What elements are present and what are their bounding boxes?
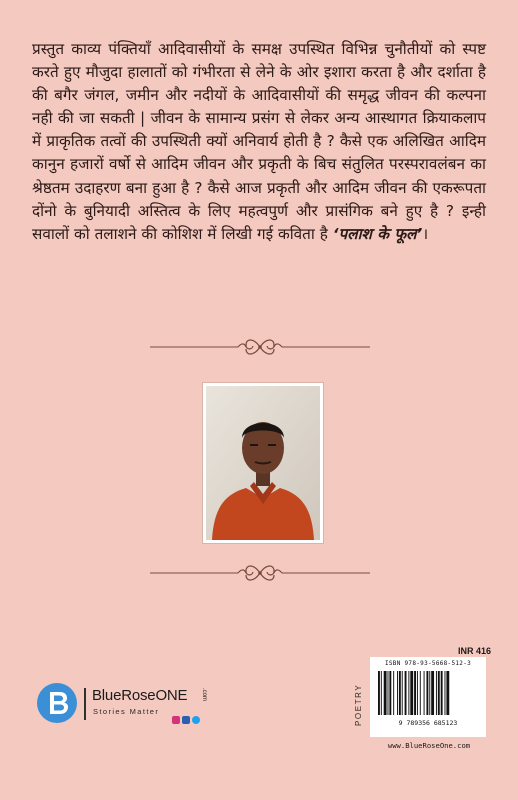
facebook-icon (182, 716, 190, 724)
publisher-logo-icon (36, 682, 78, 724)
barcode-box (370, 657, 486, 737)
isbn-text: ISBN 978-93-5668-512-3 (384, 660, 472, 667)
barcode (374, 669, 482, 727)
category-label: POETRY (354, 683, 363, 726)
blurb-body: प्रस्तुत काव्य पंक्तियाँ आदिवासीयों के समक्ष उपस्थित विभिन्न चुनौतीयों को स्पष्ट करते हुए मौजुदा हालातों को गंभीरता से लेने के ओर इशारा करता है और दर्शाता है की बगैर जंगल, जमीन और नदीयों के आदिवासीयों की समृद्ध जीवन की कल्पना नही की जा सकती | जीवन के सामान्य प्रसंग से लेकर अन्य आस्थागत क्रियाकलाप में प्राकृतिक तत्वों की उपस्थिती क्यों अनिवार्य होती है ? कैसे एक अलिखित आदिम कानुन हजारों वर्षो से आदिम जीवन और प्रकृती के बिच संतुलित परस्परावलंबन का श्रेष्ठतम उदाहरण बना हुआ है ? कैसे आज प्रकृती और आदिम जीवन की एकरूपता दोंनो के बुनियादी अस्तित्व के लिए महत्वपुर्ण और प्रासंगिक बने हुए है ? इन्ही सवालों को तलाशने की कोशिश में लिखी गई कविता है (32, 40, 486, 243)
publisher-website: www.BlueRoseOne.com (387, 741, 471, 750)
instagram-icon (172, 716, 180, 724)
logo-separator (84, 688, 86, 720)
blurb-paragraph (32, 38, 486, 246)
ornament-divider-top (150, 334, 370, 360)
publisher-domain-suffix: .com (201, 688, 207, 702)
publisher-name: BlueRoseONE (92, 687, 188, 704)
author-photo-frame (203, 383, 323, 543)
author-photo (206, 386, 320, 540)
price-label: INR 416 (458, 646, 492, 656)
barcode-number: 9 789356 685123 (398, 719, 458, 727)
social-icons (172, 716, 200, 724)
book-title-emphasis: ‘पलाश के फूल’ (332, 224, 423, 243)
twitter-icon (192, 716, 200, 724)
publisher-tagline: Stories Matter (93, 707, 160, 716)
ornament-divider-bottom (150, 560, 370, 586)
blurb-end: । (422, 224, 429, 243)
